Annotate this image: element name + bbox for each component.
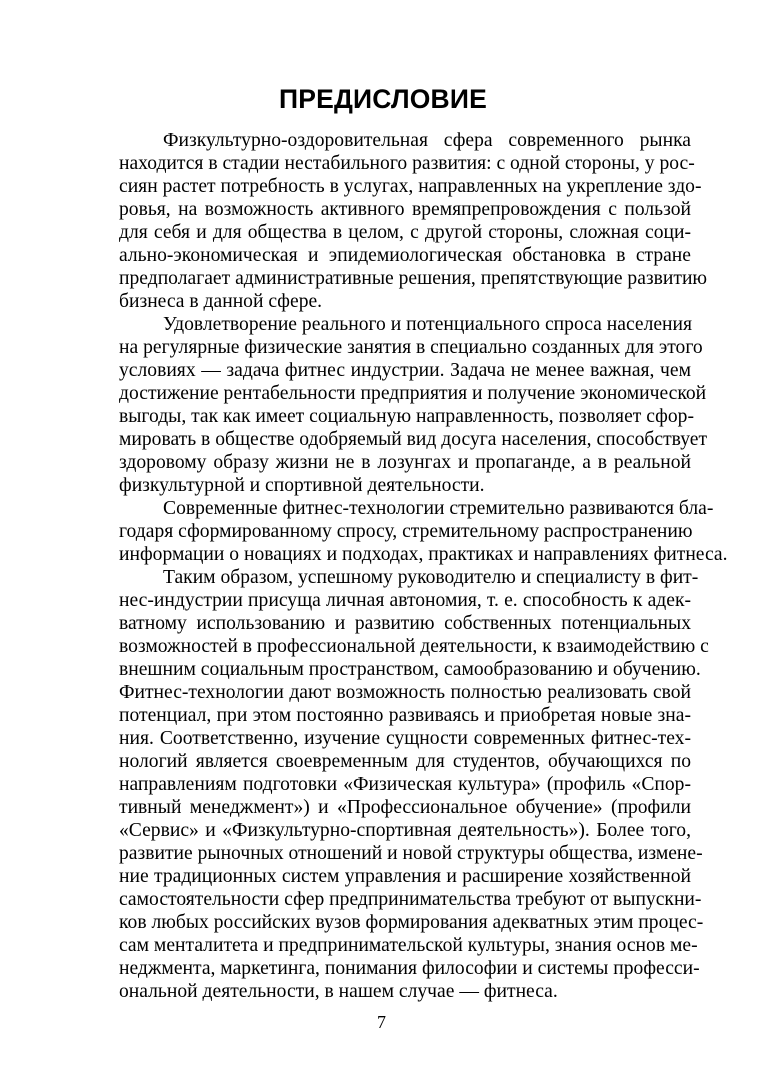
paragraph-4: [75, 566, 709, 1003]
text-line: физкультурной и спортивной деятельности.: [119, 475, 485, 496]
text-line: Фитнес-технологии дают возможность полностью реализовать свой: [119, 682, 691, 703]
text-line: для себя и для общества в целом, с другой стороны, сложная соци-: [119, 222, 691, 243]
body-text: [75, 129, 728, 1003]
text-line: ков любых российских вузов формирования адекватных этим процес-: [119, 912, 704, 933]
paragraph-1: [75, 129, 708, 313]
text-line: ально-экономическая и эпидемиологическая обстановка в стране: [119, 245, 691, 266]
page-heading: ПРЕДИСЛОВИЕ: [278, 84, 488, 114]
text-line: достижение рентабельности предприятия и получение экономической: [119, 383, 707, 404]
text-line: Физкультурно-оздоровительная сфера современного рынка: [163, 130, 691, 151]
text-line: сам менталитета и предпринимательской культуры, знания основ ме-: [119, 935, 698, 956]
text-line: информации о новациях и подходах, практиках и направлениях фитнеса.: [119, 544, 728, 565]
text-line: тивный менеджмент») и «Профессиональное обучение» (профили: [119, 797, 691, 818]
text-line: условиях — задача фитнес индустрии. Задача не менее важная, чем: [119, 360, 691, 381]
text-line: ровья, на возможность активного времяпрепровождения с пользой: [119, 199, 691, 220]
text-line: нологий является своевременным для студентов, обучающихся по: [119, 751, 691, 772]
text-line: сиян растет потребность в услугах, направленных на укрепление здо-: [119, 176, 702, 197]
text-line: внешним социальным пространством, самообразованию и обучению.: [119, 659, 701, 680]
text-line: направлениям подготовки «Физическая культура» (профиль «Спор-: [119, 774, 691, 795]
text-line: годаря сформированному спросу, стремительному распространению: [119, 521, 693, 542]
text-line: самостоятельности сфер предпринимательства требуют от выпускни-: [119, 889, 702, 910]
text-line: выгоды, так как имеет социальную направленность, позволяет сфор-: [119, 406, 694, 427]
text-line: неджмента, маркетинга, понимания философии и системы професси-: [119, 958, 700, 979]
text-line: ние традиционных систем управления и расширение хозяйственной: [119, 866, 691, 887]
paragraph-3: [75, 497, 728, 566]
text-line: находится в стадии нестабильного развития: с одной стороны, у рос-: [119, 153, 695, 174]
text-line: ния. Соответственно, изучение сущности современных фитнес-тех-: [119, 728, 691, 749]
text-line: развитие рыночных отношений и новой структуры общества, измене-: [119, 843, 703, 864]
page-number: 7: [377, 1012, 386, 1032]
text-line: Таким образом, успешному руководителю и специалисту в фит-: [163, 567, 699, 588]
text-line: ональной деятельности, в нашем случае — фитнеса.: [119, 981, 558, 1002]
text-line: мировать в обществе одобряемый вид досуга населения, способствует: [119, 429, 708, 450]
paragraph-2: [75, 313, 708, 497]
text-line: потенциал, при этом постоянно развиваясь и приобретая новые зна-: [119, 705, 691, 726]
text-line: Современные фитнес-технологии стремительно развиваются бла-: [163, 498, 714, 519]
text-line: здоровому образу жизни не в лозунгах и пропаганде, а в реальной: [119, 452, 691, 473]
text-line: «Сервис» и «Физкультурно-спортивная деятельность»). Более того,: [119, 820, 691, 841]
text-line: бизнеса в данной сфере.: [119, 291, 323, 312]
text-line: возможностей в профессиональной деятельности, к взаимодействию с: [119, 636, 709, 657]
text-line: предполагает административные решения, препятствующие развитию: [119, 268, 708, 289]
text-line: Удовлетворение реального и потенциального спроса населения: [163, 314, 693, 335]
text-line: нес-индустрии присуща личная автономия, т. е. способность к адек-: [119, 590, 691, 611]
text-line: на регулярные физические занятия в специально созданных для этого: [119, 337, 703, 358]
text-line: ватному использованию и развитию собственных потенциальных: [119, 613, 691, 634]
